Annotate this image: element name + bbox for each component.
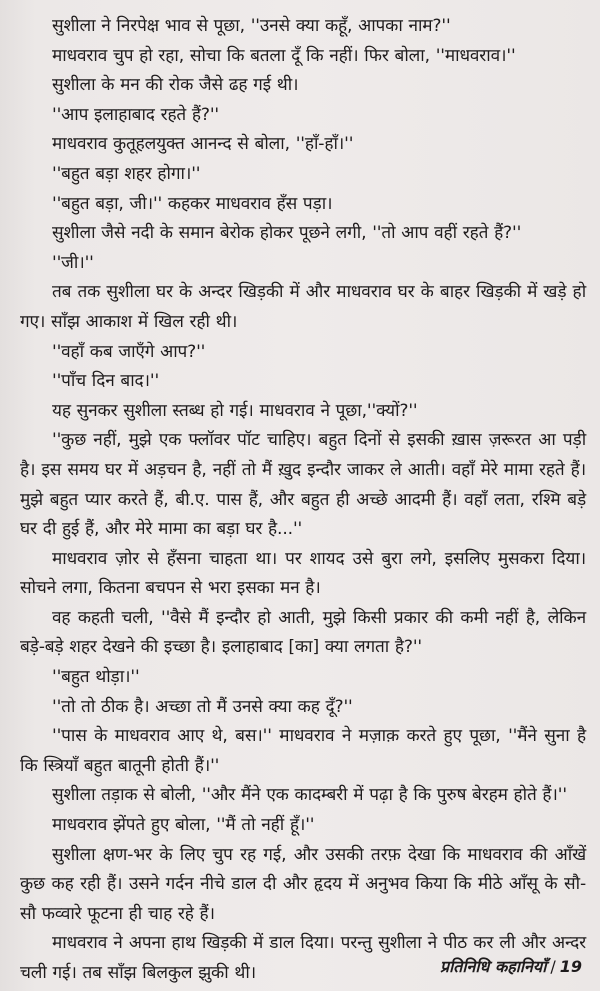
paragraph: माधवराव चुप हो रहा, सोचा कि बतला दूँ कि नहीं। फिर बोला, ''माधवराव।'' [52,45,516,66]
page-footer [440,955,582,977]
page-text-body [20,12,586,989]
paragraph: सुशीला तड़ाक से बोली, ''और मैंने एक कादम्बरी में पढ़ा है कि पुरुष बेरहम होते हैं।'' [52,785,567,806]
paragraph: ''वहाँ कब जाएँगे आप?'' [52,341,206,362]
paragraph: ''बहुत बड़ा शहर होगा।'' [52,163,201,184]
paragraph: ''जी।'' [52,252,94,273]
paragraph: ''आप इलाहाबाद रहते हैं?'' [52,104,219,125]
paragraph: माधवराव झेंपते हुए बोला, ''मैं तो नहीं हूँ।'' [52,815,315,836]
paragraph: ''पाँच दिन बाद।'' [52,371,160,392]
paragraph: सुशीला क्षण-भर के लिए चुप रह गई, और उसकी तरफ़ देखा कि माधवराव की आँखें कुछ कह रही हैं। उसने गर्दन नीचे डाल दी और हृदय में अनुभव किया कि मीठे आँसू के सौ-सौ फव्वारे फूटना ही चाह रहे हैं। [20,844,586,924]
paragraph: सुशीला ने निरपेक्ष भाव से पूछा, ''उनसे क्या कहूँ, आपका नाम?'' [52,16,451,36]
paragraph: ''कुछ नहीं, मुझे एक फ्लॉवर पॉट चाहिए। बहुत दिनों से इसकी ख़ास ज़रूरत आ पड़ी है। इस समय घर में अड़चन है, नहीं तो मैं ख़ुद इन्दौर जाकर ले आती। वहाँ मेरे मामा रहते हैं। मुझे बहुत प्यार करते हैं, बी.ए. पास हैं, और बहुत ही अच्छे आदमी हैं। वहाँ लता, रश्मि बड़े घर दी हुई हैं, और मेरे मामा का बड़ा घर है...'' [20,430,586,540]
footer-separator: / [550,957,556,976]
paragraph: माधवराव कुतूहलयुक्त आनन्द से बोला, ''हाँ-हाँ।'' [52,134,354,155]
paragraph: सुशीला जैसे नदी के समान बेरोक होकर पूछने लगी, ''तो आप वहीं रहते हैं?'' [52,223,522,244]
paragraph: तब तक सुशीला घर के अन्दर खिड़की में और माधवराव घर के बाहर खिड़की में खड़े हो गए। साँझ आकाश में खिल रही थी। [20,282,586,332]
page-number: 19 [559,957,582,976]
book-title: प्रतिनिधि कहानियाँ [440,957,547,976]
paragraph: ''बहुत थोड़ा।'' [52,667,140,688]
paragraph: वह कहती चली, ''वैसे मैं इन्दौर हो आती, मुझे किसी प्रकार की कमी नहीं है, लेकिन बड़े-बड़े शहर देखने की इच्छा है। इलाहाबाद [का] क्या लगता है?'' [20,607,586,658]
paragraph: ''तो तो ठीक है। अच्छा तो मैं उनसे क्या कह दूँ?'' [52,696,353,717]
paragraph: माधवराव ज़ोर से हँसना चाहता था। पर शायद उसे बुरा लगे, इसलिए मुसकरा दिया। सोचने लगा, कितना बचपन से भरा इसका मन है। [20,548,586,599]
paragraph: ''बहुत बड़ा, जी।'' कहकर माधवराव हँस पड़ा। [52,193,333,214]
paragraph: यह सुनकर सुशीला स्तब्ध हो गई। माधवराव ने पूछा,''क्यों?'' [52,400,418,421]
paragraph: सुशीला के मन की रोक जैसे ढह गई थी। [52,75,299,96]
paragraph: माधवराव ने अपना हाथ खिड़की में डाल दिया। परन्तु सुशीला ने पीठ कर ली और अन्दर चली गई। तब साँझ बिलकुल झुकी थी। [20,933,586,983]
paragraph: ''पास के माधवराव आए थे, बस।'' माधवराव ने मज़ाक़ करते हुए पूछा, ''मैंने सुना है कि स्त्रियाँ बहुत बातूनी होती हैं।'' [20,726,586,776]
